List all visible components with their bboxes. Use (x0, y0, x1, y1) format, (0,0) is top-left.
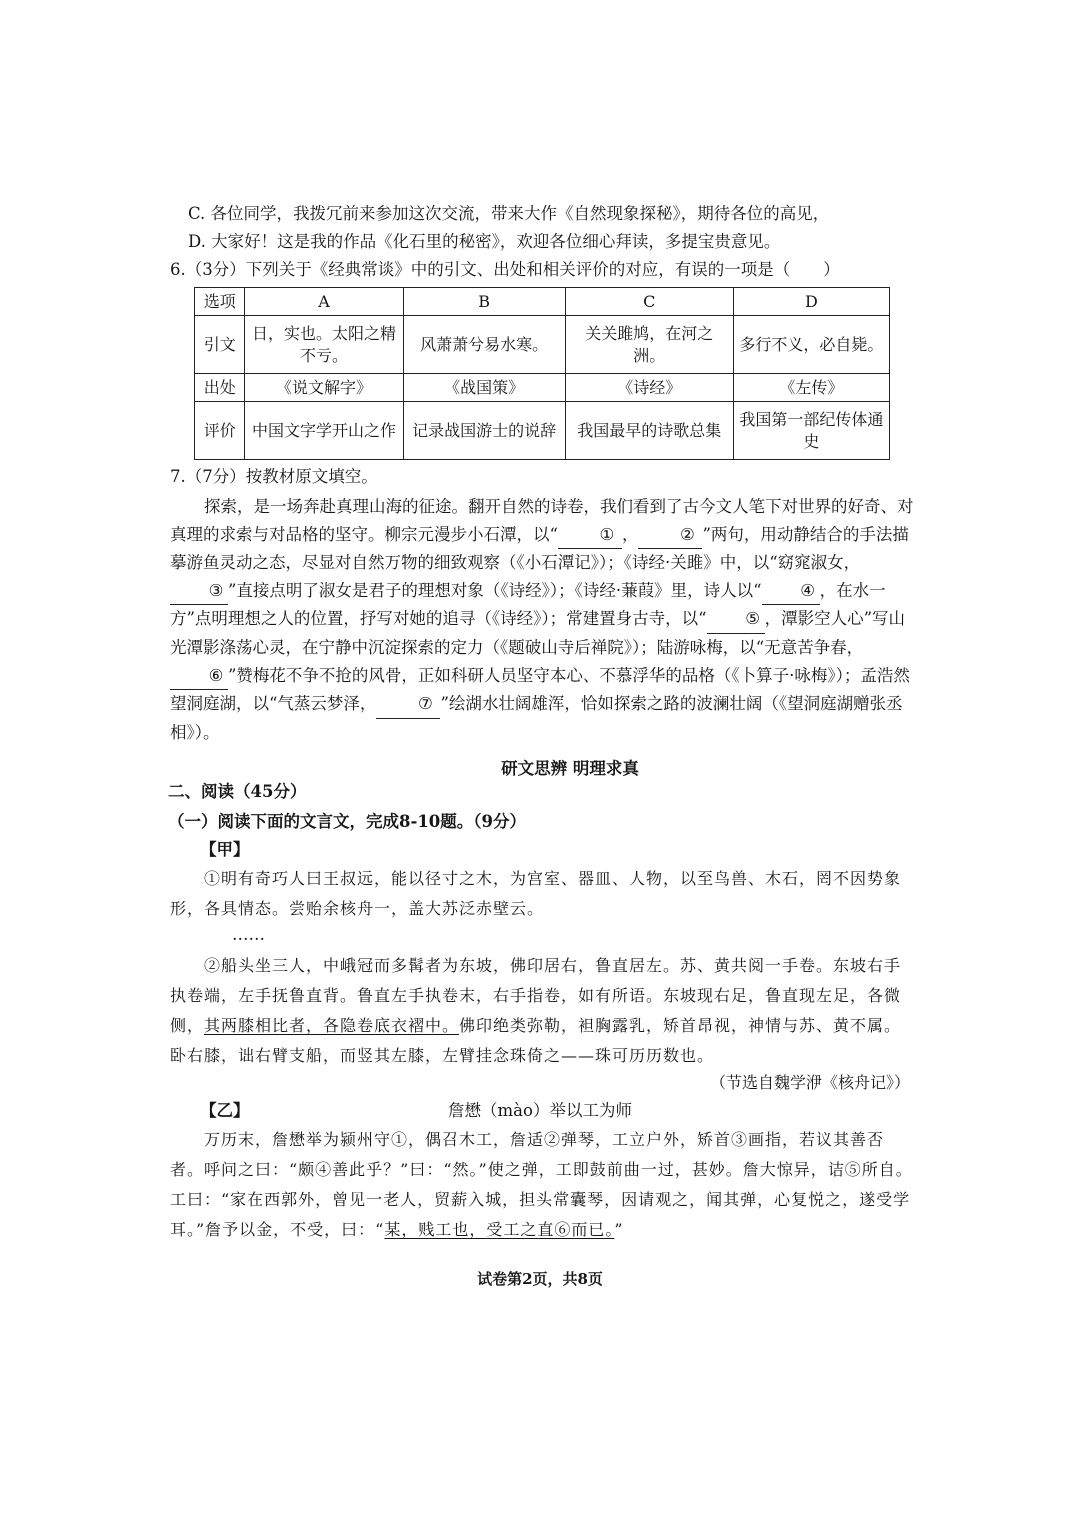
table-row (195, 374, 890, 402)
row-label: 出处 (195, 374, 245, 402)
underlined-sentence: 某，贱工也，受工之直⑥而已。 (384, 1220, 615, 1239)
yi-title: 詹懋（mào）举以工为师 (448, 1101, 632, 1120)
yi-label: 【乙】 (200, 1101, 250, 1120)
q5-option-c: C. 各位同学，我拨冗前来参加这次交流，带来大作《自然现象探秘》，期待各位的高见， (188, 204, 830, 223)
jia-text: 佛印绝类弥勒，袒胸露乳，矫首昂视，神情与苏、黄不属。卧右膝，诎右臂支船，而竖其左膝，左臂挂念珠倚之——珠可历历数也。 (170, 1016, 902, 1065)
q7-text: ”直接点明了淑女是君子的理想对象（《诗经》）；《诗经·蒹葭》里，诗人以“ (228, 580, 762, 600)
table-cell: 《诗经》 (565, 374, 733, 402)
row-label: 引文 (195, 316, 245, 374)
blank-3: ③ (170, 577, 228, 606)
blank-4: ④ (762, 577, 820, 606)
source-note: （节选自魏学洢《核舟记》） (709, 1073, 910, 1092)
q7-passage (170, 493, 916, 746)
ellipsis: …… (232, 925, 265, 944)
table-cell: 多行不义，必自毙。 (733, 316, 889, 374)
blank-7: ⑦ (376, 690, 440, 719)
q5-option-d: D. 大家好！这是我的作品《化石里的秘密》，欢迎各位细心拜读，多提宝贵意见。 (188, 232, 781, 251)
table-cell: 记录战国游士的说辞 (403, 402, 565, 460)
jia-label: 【甲】 (200, 840, 250, 859)
table-cell: 风萧萧兮易水寒。 (403, 316, 565, 374)
table-header-cell: 选项 (195, 288, 245, 316)
blank-2: ② (638, 521, 702, 550)
q7-text: ”两句，用动静结合的手法描摹游鱼灵动之态，尽显对自然万物的细致观察（《小石潭记》）；《诗经·关雎》中，以“窈窕淑女， (170, 524, 909, 573)
yi-text: 万历末，詹懋举为颍州守①，偶召木工，詹适②弹琴，工立户外，矫首③画指，若议其善否者。呼问之曰：“颇④善此乎？”曰：“然。”使之弹，工即鼓前曲一过，甚妙。詹大惊异，诘⑤所自。工曰：“家在西郭外，曾见一老人，贸薪入城，担头常囊琴，因请观之，闻其弹，心复悦之，遂受学耳。”詹予以金，不受，曰：“ (170, 1130, 913, 1239)
blank-6: ⑥ (170, 662, 228, 691)
page-footer: 试卷第2页，共8页 (477, 1270, 603, 1288)
table-header-cell: D (733, 288, 889, 316)
table-cell: 日，实也。太阳之精不亏。 (245, 316, 403, 374)
section-title: 研文思辨 明理求真 (501, 759, 639, 778)
table-row (195, 316, 890, 374)
q7-stem: 7.（7分）按教材原文填空。 (170, 467, 378, 486)
part2-heading: 二、阅读（45分） (168, 782, 307, 801)
blank-1: ① (558, 521, 622, 550)
jia-paragraph-1: ①明有奇巧人曰王叔远，能以径寸之木，为宫室、器皿、人物，以至鸟兽、木石，罔不因势象形，各具情态。尝贻余核舟一，盖大苏泛赤壁云。 (170, 869, 902, 918)
q7-text: 探索，是一场奔赴真理山海的征途。翻开自然的诗卷，我们看到了古今文人笔下对世界的好奇、对真理的求索与对品格的坚守。柳宗元漫步小石潭，以“ (170, 497, 914, 544)
q7-text: ，在水一方”点明理想之人的位置，抒写对她的追寻（《诗经》）；常建置身古寺，以“ (170, 580, 886, 629)
table-cell: 《说文解字》 (245, 374, 403, 402)
table-cell: 《左传》 (733, 374, 889, 402)
q6-stem: 6.（3分）下列关于《经典常谈》中的引文、出处和相关评价的对应，有误的一项是（ ） (170, 260, 840, 279)
jia-text: ②船头坐三人，中峨冠而多髯者为东坡，佛印居右，鲁直居左。苏、黄共阅一手卷。东坡右手执卷端，左手抚鲁直背。鲁直左手执卷末，右手指卷，如有所语。东坡现右足，鲁直现左足，各微侧， (170, 956, 902, 1035)
part2-subheading: （一）阅读下面的文言文，完成8-10题。（9分） (168, 812, 527, 831)
table-cell: 《战国策》 (403, 374, 565, 402)
table-header-cell: C (565, 288, 733, 316)
table-cell: 中国文字学开山之作 (245, 402, 403, 460)
blank-5: ⑤ (707, 605, 765, 634)
q7-text: ”绘湖水壮阔雄浑，恰如探索之路的波澜壮阔（《望洞庭湖赠张丞相》）。 (170, 694, 903, 742)
q7-text: ”赞梅花不争不抢的风骨，正如科研人员坚守本心、不慕浮华的品格（《卜算子·咏梅》）；孟浩然望洞庭湖，以“气蒸云梦泽， (170, 665, 910, 714)
table-header-cell: A (245, 288, 403, 316)
row-label: 评价 (195, 402, 245, 460)
q7-text: ，潭影空人心”写山光潭影涤荡心灵，在宁静中沉淀探索的定力（《题破山寺后禅院》）；陆游咏梅，以“无意苦争春， (170, 609, 906, 657)
table-cell: 我国最早的诗歌总集 (565, 402, 733, 460)
table-row (195, 402, 890, 460)
yi-paragraph (170, 1125, 916, 1245)
underlined-sentence: 其两膝相比者，各隐卷底衣褶中。 (204, 1016, 460, 1035)
q6-table (194, 287, 890, 460)
table-cell: 关关雎鸠，在河之洲。 (565, 316, 733, 374)
table-header-cell: B (403, 288, 565, 316)
q7-text: ， (621, 524, 639, 544)
yi-text: ” (614, 1220, 624, 1239)
table-cell: 我国第一部纪传体通史 (733, 402, 889, 460)
jia-paragraph-2 (170, 951, 916, 1071)
